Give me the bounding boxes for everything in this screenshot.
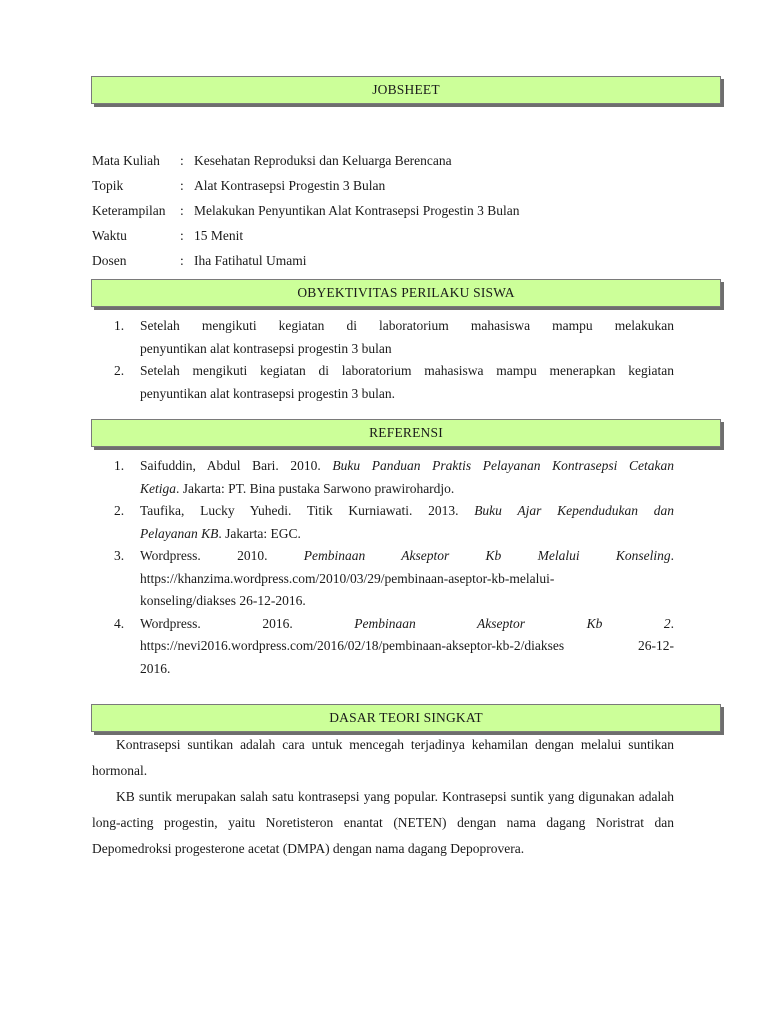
info-label: Dosen xyxy=(92,253,127,268)
info-label: Topik xyxy=(92,178,124,193)
list-number: 1. xyxy=(114,458,125,473)
ref-url-cont[interactable]: konseling/diakses 26-12-2016. xyxy=(140,593,306,608)
document-page xyxy=(92,76,674,862)
info-separator: : xyxy=(180,253,184,268)
paragraph-text: Kontrasepsi suntikan adalah cara untuk mencegah terjadinya kehamilan dengan melalui suntikan hormonal. xyxy=(92,737,674,778)
objectives-list xyxy=(92,315,674,405)
list-text xyxy=(140,360,674,405)
ref-url[interactable]: https://nevi2016.wordpress.com/2016/02/18/pembinaan-akseptor-kb-2/diakses 26-12- xyxy=(140,638,674,653)
info-separator: : xyxy=(180,203,184,218)
ref-url[interactable]: https://khanzima.wordpress.com/2010/03/29/pembinaan-aseptor-kb-melalui- xyxy=(140,570,555,586)
list-line xyxy=(140,478,674,501)
info-separator: : xyxy=(180,228,184,243)
list-text xyxy=(140,500,674,545)
ref-author: Saifuddin, Abdul Bari. 2010. xyxy=(140,458,333,473)
list-line xyxy=(140,545,674,568)
info-row-time xyxy=(92,223,674,248)
ref-author: Wordpress. 2010. xyxy=(140,548,304,563)
list-line: penyuntikan alat kontrasepsi progestin 3 bulan xyxy=(140,340,392,356)
ref-title: Buku Ajar Kependudukan dan xyxy=(474,503,674,518)
info-label: Keterampilan xyxy=(92,203,166,218)
ref-url-cont[interactable]: 2016. xyxy=(140,660,171,676)
info-row-skill xyxy=(92,198,674,223)
list-line: penyuntikan alat kontrasepsi progestin 3 bulan. xyxy=(140,385,395,401)
ref-title-cont: Ketiga xyxy=(140,480,176,496)
info-label: Mata Kuliah xyxy=(92,153,160,168)
list-line xyxy=(140,523,674,546)
section-header-jobsheet: JOBSHEET xyxy=(91,76,721,104)
info-row-lecturer xyxy=(92,248,674,273)
info-value: Kesehatan Reproduksi dan Keluarga Berencana xyxy=(194,153,452,168)
ref-dot: . xyxy=(670,548,674,563)
course-info xyxy=(92,148,674,273)
info-value: Melakukan Penyuntikan Alat Kontrasepsi Progestin 3 Bulan xyxy=(194,203,520,218)
info-label: Waktu xyxy=(92,228,127,243)
list-item xyxy=(92,613,674,681)
list-item xyxy=(92,545,674,613)
list-line: Setelah mengikuti kegiatan di laboratorium mahasiswa mampu menerapkan kegiatan xyxy=(140,363,674,378)
ref-title: Pembinaan Akseptor Kb 2 xyxy=(354,615,671,631)
references-list xyxy=(92,455,674,680)
info-separator: : xyxy=(180,153,184,168)
list-line xyxy=(140,455,674,478)
list-line: Setelah mengikuti kegiatan di laboratorium mahasiswa mampu melakukan xyxy=(140,318,674,333)
list-number: 2. xyxy=(114,503,125,518)
theory-paragraph xyxy=(92,784,674,862)
ref-publisher: . Jakarta: PT. Bina pustaka Sarwono prawirohardjo. xyxy=(176,480,455,496)
list-text xyxy=(140,315,674,360)
list-number: 2. xyxy=(114,363,125,378)
ref-title: Pembinaan Akseptor Kb Melalui Konseling xyxy=(303,548,671,563)
ref-dot: . xyxy=(670,615,674,631)
list-number: 3. xyxy=(114,548,125,563)
ref-author: Wordpress. 2016. xyxy=(140,615,355,631)
list-number: 4. xyxy=(114,615,125,631)
info-separator: : xyxy=(180,178,184,193)
info-value: Iha Fatihatul Umami xyxy=(194,253,307,268)
info-value: Alat Kontrasepsi Progestin 3 Bulan xyxy=(194,178,386,193)
list-text xyxy=(140,455,674,500)
ref-title-cont: Pelayanan KB xyxy=(140,525,219,541)
list-number: 1. xyxy=(114,318,125,333)
info-value: 15 Menit xyxy=(194,228,244,243)
theory-paragraph xyxy=(92,732,674,784)
section-header-objectives: OBYEKTIVITAS PERILAKU SISWA xyxy=(91,279,721,307)
list-line xyxy=(140,500,674,523)
list-line xyxy=(140,613,674,636)
list-item xyxy=(92,360,674,405)
info-row-topic xyxy=(92,173,674,198)
paragraph-text: KB suntik merupakan salah satu kontrasepsi yang popular. Kontrasepsi suntik yang digunakan adalah long-acting progestin, yaitu Noretisteron enantat (NETEN) dengan nama dagang Noristrat dan Depomedroksi progesterone acetat (DMPA) dengan nama dagang Depoprovera. xyxy=(92,789,674,856)
list-text xyxy=(140,545,674,613)
theory-body xyxy=(92,732,674,862)
ref-publisher: . Jakarta: EGC. xyxy=(218,525,301,541)
info-row-course xyxy=(92,148,674,173)
list-text xyxy=(140,613,674,681)
list-item xyxy=(92,455,674,500)
list-item xyxy=(92,500,674,545)
section-header-theory: DASAR TEORI SINGKAT xyxy=(91,704,721,732)
ref-title: Buku Panduan Praktis Pelayanan Kontrasepsi Cetakan xyxy=(332,458,674,473)
ref-author: Taufika, Lucky Yuhedi. Titik Kurniawati. 2013. xyxy=(140,503,475,518)
list-item xyxy=(92,315,674,360)
section-header-references: REFERENSI xyxy=(91,419,721,447)
